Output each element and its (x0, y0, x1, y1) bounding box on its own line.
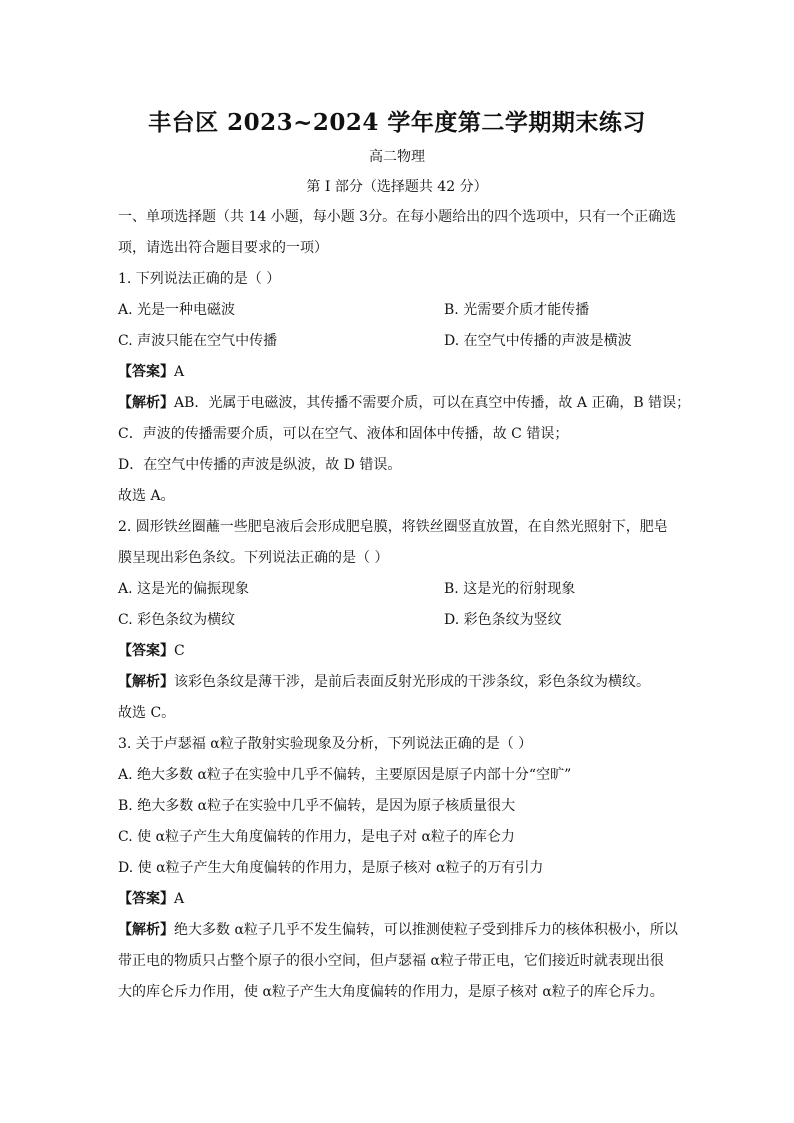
q1-options-row-1 (118, 298, 678, 329)
q2-answer (118, 639, 678, 670)
q1-answer-value: A (174, 364, 185, 380)
q2-stem-line-2: 膜呈现出彩色条纹。下列说法正确的是（ ） (118, 550, 389, 566)
q1-option-b: B. 光需要介质才能传播 (444, 302, 590, 318)
q1-stem: 1. 下列说法正确的是（ ） (118, 271, 281, 287)
answer-label: 【答案】 (118, 643, 174, 659)
q1-option-a: A. 光是一种电磁波 (118, 302, 236, 318)
q2-analysis-text-1: 该彩色条纹是薄干涉，是前后表面反射光形成的干涉条纹，彩色条纹为横纹。 (174, 674, 650, 690)
q3-answer-value: A (174, 891, 185, 907)
q1-answer (118, 360, 678, 391)
q2-stem-line-1: 2. 圆形铁丝圈蘸一些肥皂液后会形成肥皂膜，将铁丝圈竖直放置，在自然光照射下，肥皂 (118, 519, 668, 535)
q2-analysis-1 (118, 670, 678, 701)
q3-analysis-text-1: 绝大多数 α粒子几乎不发生偏转，可以推测使粒子受到排斥力的核体积极小，所以 (174, 922, 678, 938)
q3-analysis-3: 大的库仑斥力作用，使 α粒子产生大角度偏转的作用力，是原子核对 α粒子的库仑斥力。 (118, 984, 664, 1000)
part-heading: 第 I 部分（选择题共 42 分） (306, 179, 488, 195)
q2-options-row-2 (118, 608, 678, 639)
q1-analysis-1 (118, 391, 691, 422)
q1-options-row-2 (118, 329, 678, 360)
q3-answer (118, 887, 678, 918)
q3-option-b: B. 绝大多数 α粒子在实验中几乎不偏转，是因为原子核质量很大 (118, 798, 516, 814)
q2-answer-value: C (174, 643, 185, 659)
q3-option-a: A. 绝大多数 α粒子在实验中几乎不偏转，主要原因是原子内部十分“空旷” (118, 767, 572, 783)
q1-analysis-2: C．声波的传播需要介质，可以在空气、液体和固体中传播，故 C 错误； (118, 426, 569, 442)
subject-subtitle: 高二物理 (369, 149, 425, 165)
analysis-label: 【解析】 (118, 674, 174, 690)
q2-option-b: B. 这是光的衍射现象 (444, 581, 576, 597)
q2-options-row-1 (118, 577, 678, 608)
q2-option-c: C. 彩色条纹为横纹 (118, 612, 236, 628)
q3-option-c: C. 使 α粒子产生大角度偏转的作用力，是电子对 α粒子的库仑力 (118, 829, 515, 845)
answer-label: 【答案】 (118, 364, 174, 380)
q3-stem: 3. 关于卢瑟福 α粒子散射实验现象及分析，下列说法正确的是（ ） (118, 736, 533, 752)
q1-conclusion: 故选 A。 (118, 488, 175, 504)
exam-content (118, 205, 691, 1011)
analysis-label: 【解析】 (118, 922, 174, 938)
q2-option-a: A. 这是光的偏振现象 (118, 581, 250, 597)
page-title: 丰台区 2023~2024 学年度第二学期期末练习 (148, 109, 646, 136)
q3-analysis-1 (118, 918, 678, 949)
answer-label: 【答案】 (118, 891, 174, 907)
q1-option-c: C. 声波只能在空气中传播 (118, 333, 278, 349)
q2-conclusion: 故选 C。 (118, 705, 176, 721)
q1-analysis-3: D．在空气中传播的声波是纵波，故 D 错误。 (118, 457, 402, 473)
q2-option-d: D. 彩色条纹为竖纹 (444, 612, 562, 628)
q3-analysis-2: 带正电的物质只占整个原子的很小空间，但卢瑟福 α粒子带正电，它们接近时就表现出很 (118, 953, 664, 969)
section-intro-line-2: 项，请选出符合题目要求的一项） (118, 240, 328, 256)
section-intro-line-1: 一、单项选择题（共 14 小题，每小题 3分。在每小题给出的四个选项中，只有一个正确选 (118, 209, 677, 225)
q3-option-d: D. 使 α粒子产生大角度偏转的作用力，是原子核对 α粒子的万有引力 (118, 860, 544, 876)
analysis-label: 【解析】 (118, 395, 174, 411)
q1-option-d: D. 在空气中传播的声波是横波 (444, 333, 632, 349)
q1-analysis-text-1: AB．光属于电磁波，其传播不需要介质，可以在真空中传播，故 A 正确，B 错误； (174, 395, 691, 411)
